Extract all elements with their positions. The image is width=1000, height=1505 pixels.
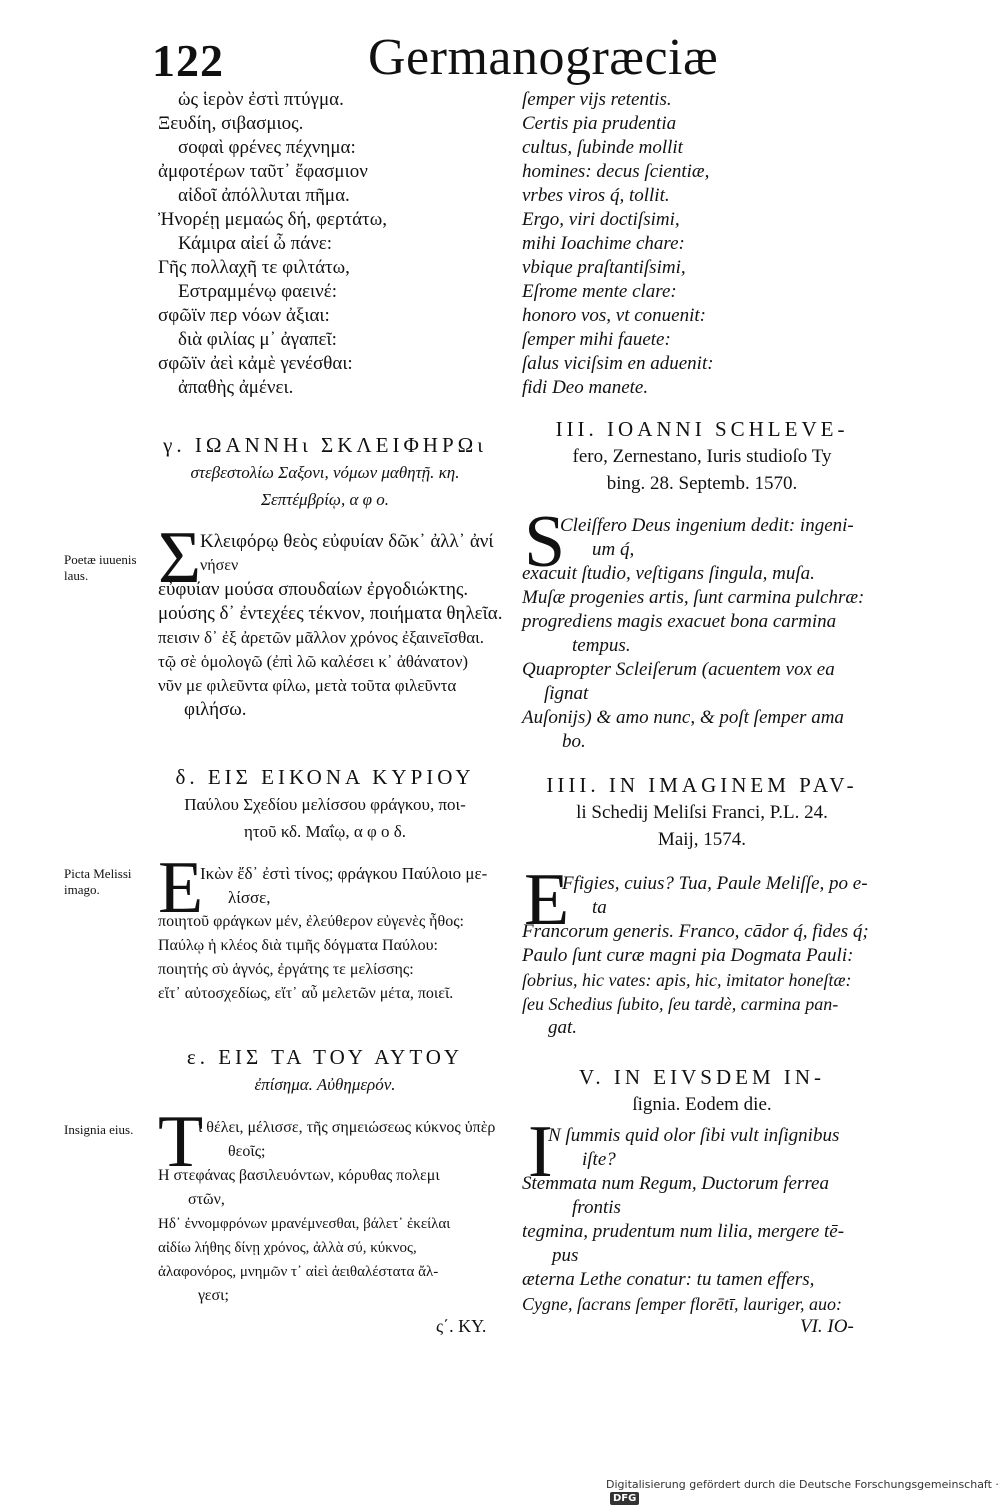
left-heading-5 bbox=[150, 1044, 500, 1098]
verse-line: gat. bbox=[548, 1017, 578, 1038]
left-heading-4 bbox=[150, 764, 500, 845]
verse-line: Quapropter Scleiſerum (acuentem vox ea bbox=[522, 659, 835, 680]
verse-line: διὰ φιλίας μ᾽ ἀγαπεῖ: bbox=[178, 329, 337, 350]
drop-cap: Ε bbox=[158, 847, 204, 929]
verse-line: fidi Deo manete. bbox=[522, 377, 649, 398]
verse-line: ἀλαφονόρος, μνημῶν τ᾽ αἰεὶ ἀειθαλέστατα ἄλ- bbox=[158, 1264, 439, 1280]
verse-line: vbique praſtantiſsimi, bbox=[522, 257, 686, 278]
verse-line: iſte? bbox=[582, 1149, 616, 1170]
verse-line: στῶν, bbox=[188, 1191, 225, 1208]
left-poem-1 bbox=[150, 88, 500, 400]
verse-line: ſeu Schedius ſubito, ſeu tardè, carmina pan- bbox=[522, 994, 839, 1014]
verse-line: γεσι; bbox=[198, 1287, 229, 1304]
right-poem-1 bbox=[522, 88, 892, 400]
marginal-note: Poetæ iuuenis laus. bbox=[64, 552, 137, 583]
verse-line: εὐφυίαν μούσα σπουδαίων ἐργοδιώκτης. bbox=[158, 579, 469, 600]
verse-line: Auſonijs) & amo nunc, & poſt ſemper ama bbox=[522, 707, 844, 728]
verse-line: ſalus viciſsim en aduenit: bbox=[522, 353, 714, 374]
verse-line: Ffigies, cuius? Tua, Paule Meliſſe, po e- bbox=[562, 873, 868, 894]
page-number: 122 bbox=[152, 35, 224, 86]
right-heading-3 bbox=[522, 416, 882, 497]
verse-line: Ικὼν ἔδ᾽ ἐστὶ τίνος; φράγκου Παύλοιο με- bbox=[200, 864, 488, 883]
footer-text: Digitalisierung gefördert durch die Deutsche Forschungsgemeinschaft · bbox=[606, 1478, 999, 1491]
drop-cap: E bbox=[524, 859, 570, 941]
verse-line: ποιητοῦ φράγκων μέν, ἐλεύθερον εὐγενὲς ἦθος: bbox=[158, 913, 464, 930]
verse-line: Ξευδίη, σιβασμιος. bbox=[158, 113, 304, 134]
verse-line: νῦν με φιλεῦντα φίλω, μετὰ τοῦτα φιλεῦντα bbox=[158, 676, 457, 695]
verse-line: Κάμιρα αἰεί ὦ πάνε: bbox=[178, 233, 333, 254]
verse-line: ſemper vijs retentis. bbox=[522, 89, 672, 110]
verse-line: Ηδ᾽ ἐννομφρόνων μρανέμνεσθαι, βάλετ᾽ ἐκείλαι bbox=[158, 1216, 451, 1232]
marginal-note: Picta Melissi imago. bbox=[64, 866, 132, 897]
heading-line: δ. ΕΙΣ ΕΙΚΟΝΑ ΚΥΡΙΟΥ bbox=[175, 765, 475, 789]
verse-line: μούσης δ᾽ ἐντεχέες τέκνον, ποιήματα θηλεῖα. bbox=[158, 603, 503, 624]
catchword: ς΄. ΚΥ. bbox=[436, 1316, 487, 1336]
left-heading-3 bbox=[150, 432, 500, 513]
verse-line: αἰδοῖ ἀπόλλυται πῆμα. bbox=[178, 185, 350, 206]
heading-line: li Schedij Meliſsi Franci, P.L. 24. bbox=[576, 802, 828, 823]
verse-line: φιλήσω. bbox=[184, 699, 247, 720]
verse-line: ί θέλει, μέλισσε, τῆς σημειώσεως κύκνος ὑπὲρ bbox=[198, 1119, 496, 1136]
verse-line: Ergo, viri doctiſsimi, bbox=[522, 209, 680, 230]
running-title: Germanogræciæ bbox=[368, 29, 719, 86]
verse-line: ſobrius, hic vates: apis, hic, imitator honeſtæ: bbox=[522, 970, 852, 990]
verse-line: Stemmata num Regum, Ductorum ferrea bbox=[522, 1173, 829, 1194]
heading-line: Σεπτέμβρίῳ, α φ ο. bbox=[260, 490, 390, 509]
verse-line: vrbes viros q́, tollit. bbox=[522, 185, 670, 206]
verse-line: Francorum generis. Franco, cādor q́, fides q́; bbox=[522, 921, 869, 942]
right-heading-4 bbox=[522, 772, 882, 853]
left-poem-5 bbox=[158, 1116, 503, 1308]
verse-line: ἀπαθὴς ἀμένει. bbox=[178, 377, 294, 398]
verse-line: mihi Ioachime chare: bbox=[522, 233, 685, 254]
verse-line: σφῶϊν ἀεὶ κἀμὲ γενέσθαι: bbox=[158, 353, 353, 374]
verse-line: νήσεν bbox=[200, 557, 239, 574]
dfg-logo: DFG bbox=[610, 1492, 639, 1505]
verse-line: ἀμφοτέρων ταῦτ᾽ ἔφασμιον bbox=[158, 161, 368, 182]
verse-line: Γῆς πολλαχῆ τε φιλτάτω, bbox=[158, 257, 350, 278]
drop-cap: Σ bbox=[158, 517, 202, 599]
verse-line: τῷ σὲ ὁμολογῶ (ἐπὶ λῶ καλέσει κ᾽ ἀθάνατον) bbox=[158, 652, 469, 671]
heading-line: fero, Zernestano, Iuris studioſo Ty bbox=[572, 446, 832, 467]
verse-line: αἰδίω λήθης δίνῃ χρόνος, ἀλλὰ σύ, κύκνος, bbox=[158, 1240, 417, 1256]
left-poem-3 bbox=[158, 517, 503, 722]
right-poem-5 bbox=[522, 1111, 892, 1316]
verse-line: Muſæ progenies artis, ſunt carmina pulchræ: bbox=[522, 587, 865, 608]
verse-line: æterna Lethe conatur: tu tamen effers, bbox=[522, 1269, 815, 1290]
verse-line: σοφαὶ φρένες πέχνημα: bbox=[178, 137, 356, 158]
verse-line: εἴτ᾽ αὐτοσχεδίως, εἴτ᾽ αὖ μελετῶν μέτα, ποιεῖ. bbox=[158, 985, 454, 1002]
heading-line: ητοῦ κδ. Μαΐῳ, α φ ο δ. bbox=[243, 822, 407, 841]
drop-cap: S bbox=[524, 501, 566, 583]
left-poem-4 bbox=[158, 862, 503, 1006]
heading-line: III. IOANNI SCHLEVE- bbox=[555, 417, 849, 441]
heading-line: ſignia. Eodem die. bbox=[632, 1094, 772, 1115]
verse-line: σφῶϊν περ νόων ἀξιαι: bbox=[158, 305, 330, 326]
verse-line: Cygne, ſacrans ſemper florētī, lauriger, auo: bbox=[522, 1294, 842, 1314]
verse-line: homines: decus ſcientiæ, bbox=[522, 161, 710, 182]
verse-line: progrediens magis exacuet bona carmina bbox=[522, 611, 837, 632]
verse-line: pus bbox=[552, 1245, 579, 1266]
verse-line: Η στεφάνας βασιλευόντων, κόρυθας πολεμι bbox=[158, 1167, 440, 1184]
verse-line: frontis bbox=[572, 1197, 621, 1218]
heading-line: στεβεστολίω Σαξονι, νόμων μαθητῇ. κη. bbox=[190, 463, 460, 482]
verse-line: θεοῖς; bbox=[228, 1143, 266, 1160]
drop-cap: Τ bbox=[158, 1101, 204, 1183]
verse-line: ſemper mihi fauete: bbox=[522, 329, 671, 350]
verse-line: ta bbox=[592, 897, 607, 918]
heading-line: Παύλου Σχεδίου μελίσσου φράγκου, ποι- bbox=[184, 795, 466, 814]
heading-line: Maij, 1574. bbox=[657, 829, 747, 850]
verse-line: πεισιν δ᾽ ἐξ ἀρετῶν μᾶλλον χρόνος ἐξαινεῖσθαι. bbox=[158, 628, 484, 647]
drop-cap: I bbox=[528, 1111, 553, 1193]
verse-line: honoro vos, vt conuenit: bbox=[522, 305, 706, 326]
right-poem-3 bbox=[522, 501, 892, 754]
verse-line: exacuit ſtudio, veſtigans ſingula, muſa. bbox=[522, 563, 815, 584]
verse-line: Παύλῳ ἡ κλέος διὰ τιμῆς δόγματα Παύλου: bbox=[158, 937, 438, 954]
heading-line: ἐπίσημα. Αὐθημερόν. bbox=[254, 1075, 396, 1094]
left-column bbox=[150, 88, 500, 400]
marginal-note: Insignia eius. bbox=[64, 1122, 134, 1137]
verse-line: ποιητής σὺ ἁγνός, ἐργάτης τε μελίσσης: bbox=[158, 961, 414, 978]
heading-line: V. IN EIVSDEM IN- bbox=[578, 1065, 826, 1089]
verse-line: Paulo ſunt curæ magni pia Dogmata Pauli: bbox=[522, 945, 854, 966]
verse-line: λίσσε, bbox=[228, 888, 271, 907]
verse-line: ὡς ἱερὸν ἐστὶ πτύγμα. bbox=[178, 89, 344, 110]
verse-line: Ἠνορέῃ μεμαώς δή, φερτάτω, bbox=[158, 209, 387, 230]
verse-line: um q́, bbox=[592, 539, 635, 560]
verse-line: bo. bbox=[562, 731, 586, 752]
heading-line: ε. ΕΙΣ ΤΑ ΤΟΥ ΑΥΤΟΥ bbox=[186, 1045, 464, 1069]
verse-line: Eſrome mente clare: bbox=[522, 281, 677, 302]
verse-line: Certis pia prudentia bbox=[522, 113, 677, 134]
catchword: VI. IO- bbox=[800, 1316, 854, 1337]
verse-line: tegmina, prudentum num lilia, mergere tē- bbox=[522, 1221, 845, 1242]
heading-line: IIII. IN IMAGINEM PAV- bbox=[546, 773, 858, 797]
heading-line: γ. ΙΩΑΝΝΗι ΣΚΛΕΙΦΗΡΩι bbox=[163, 433, 487, 457]
right-heading-5 bbox=[522, 1064, 882, 1118]
verse-line: cultus, ſubinde mollit bbox=[522, 137, 683, 158]
verse-line: tempus. bbox=[572, 635, 631, 656]
verse-line: N ſummis quid olor ſibi vult inſignibus bbox=[548, 1125, 840, 1146]
verse-line: Εστραμμένῳ φαεινέ: bbox=[178, 281, 337, 302]
verse-line: ſignat bbox=[544, 683, 589, 704]
right-poem-4 bbox=[522, 859, 892, 1040]
verse-line: Cleiſfero Deus ingenium dedit: ingeni- bbox=[560, 515, 854, 536]
heading-line: bing. 28. Septemb. 1570. bbox=[606, 473, 798, 494]
verse-line: Κλειφόρῳ θεὸς εὐφυίαν δῶκ᾽ ἀλλ᾽ ἀνί bbox=[200, 531, 494, 552]
